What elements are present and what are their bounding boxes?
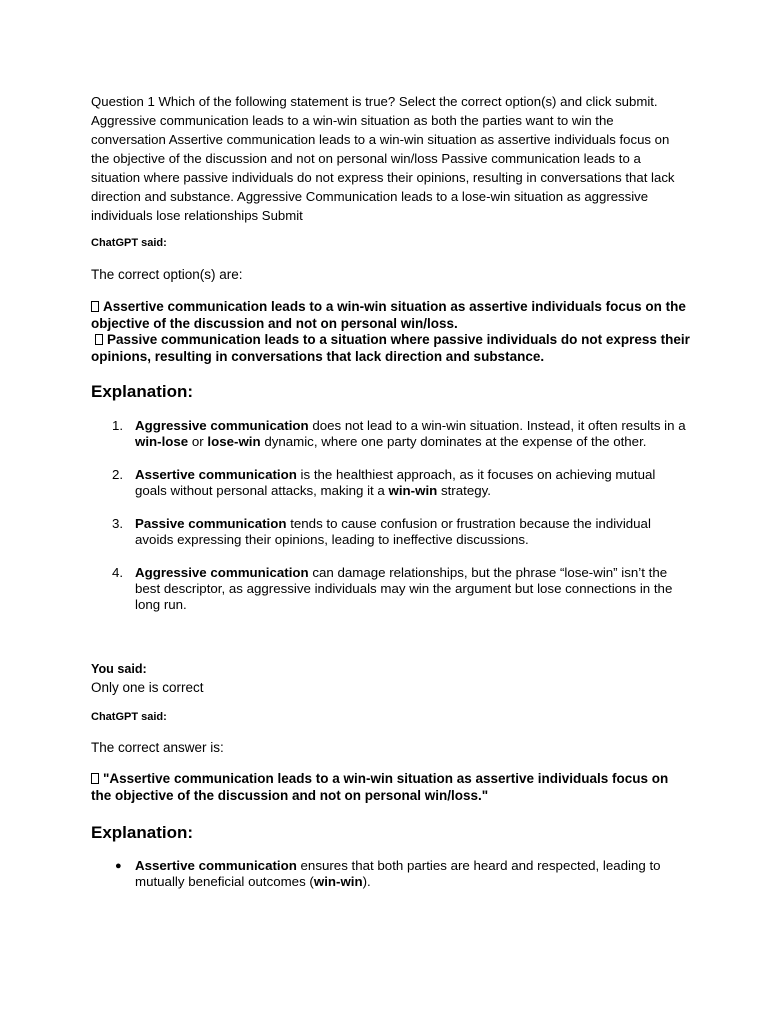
question-text: Question 1 Which of the following statement is true? Select the correct option(s) and click submit. Aggressive communication leads to a win-win situation as both the parties want to win the conversation Assertive communication leads to a win-win situation as assertive individuals focus on the objective of the discussion and not on personal win/loss Passive communication leads to a situation where passive individuals do not express their opinions, resulting in conversations that lack direction and substance. Aggressive Communication leads to a lose-win situation as aggressive individuals lose relationships Submit — [91, 94, 675, 223]
list-item: 1. Aggressive communication does not lead to a win-win situation. Instead, it often results in a win-lose or lose-win dynamic, where one party dominates at the expense of the other. — [112, 418, 686, 449]
explanation-heading: Explanation: — [91, 823, 194, 842]
answer-option: "Assertive communication leads to a win-win situation as assertive individuals focus on the objective of the discussion and not on personal win/loss." — [91, 771, 669, 803]
explanation-list — [91, 858, 686, 907]
missing-glyph-icon — [91, 301, 99, 312]
answer-intro: The correct answer is: — [91, 740, 224, 755]
explanation-list — [91, 418, 686, 630]
bullet-icon: ● — [115, 860, 122, 872]
chatgpt-speaker-label: ChatGPT said: — [91, 711, 167, 723]
list-item: 4. Aggressive communication can damage relationships, but the phrase “lose-win” isn’t the best descriptor, as aggressive individuals may win the argument but lose connections in the long run. — [112, 565, 673, 612]
chatgpt-speaker-label: ChatGPT said: — [91, 237, 167, 249]
missing-glyph-icon — [95, 334, 103, 345]
list-number: 1. — [112, 418, 124, 433]
list-item: ● Assertive communication ensures that both parties are heard and respected, leading to mutually beneficial outcomes (win-win). — [115, 858, 661, 889]
explanation-heading: Explanation: — [91, 382, 194, 401]
user-message-text: Only one is correct — [91, 680, 204, 695]
answer-option: Assertive communication leads to a win-win situation as assertive individuals focus on the objective of the discussion and not on personal win/loss. — [91, 299, 686, 331]
list-item: 2. Assertive communication is the healthiest approach, as it focuses on achieving mutual goals without personal attacks, making it a win-win strategy. — [112, 467, 656, 498]
answer-intro: The correct option(s) are: — [91, 267, 243, 282]
list-item: 3. Passive communication tends to cause confusion or frustration because the individual avoids expressing their opinions, leading to ineffective discussions. — [112, 516, 651, 547]
list-number: 4. — [112, 565, 124, 580]
list-number: 3. — [112, 516, 124, 531]
list-number: 2. — [112, 467, 124, 482]
missing-glyph-icon — [91, 773, 99, 784]
user-speaker-label: You said: — [91, 662, 147, 676]
answer-option: Passive communication leads to a situation where passive individuals do not express their opinions, resulting in conversations that lack direction and substance. — [91, 332, 690, 364]
